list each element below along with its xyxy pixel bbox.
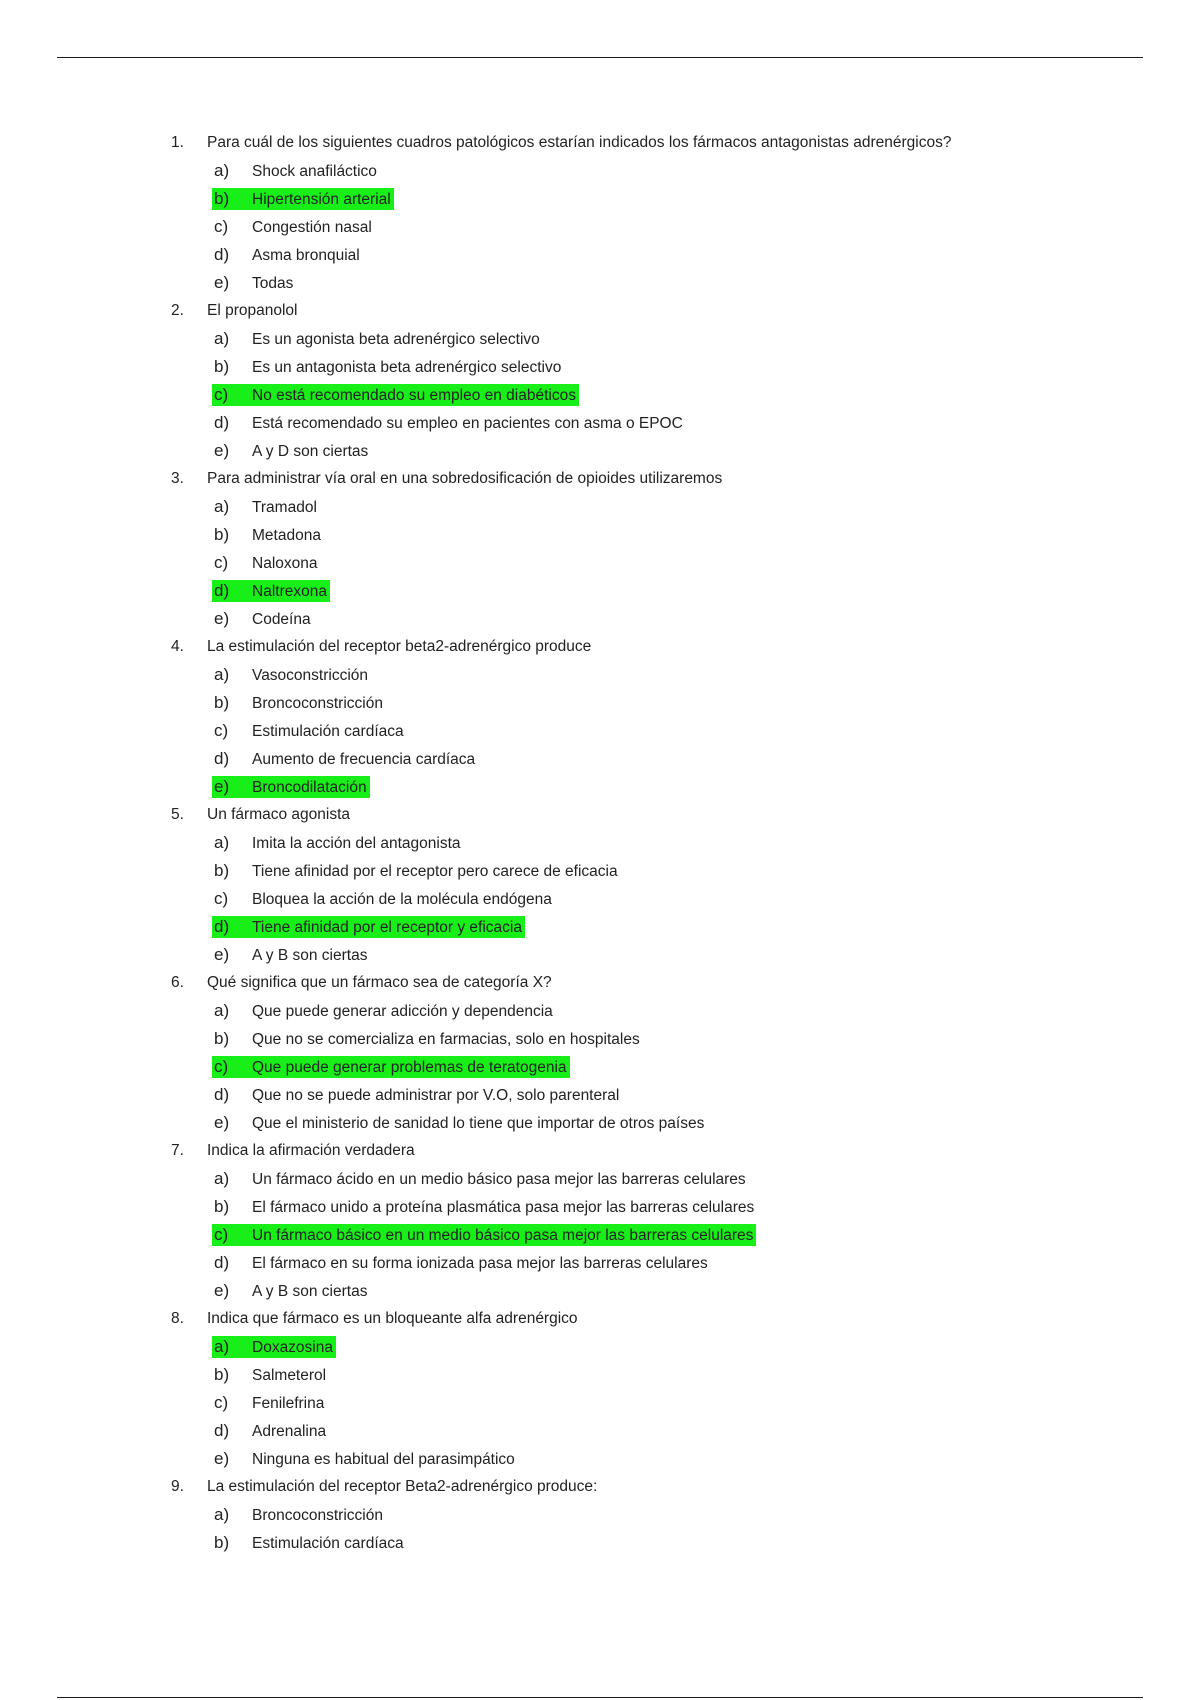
option-text: Está recomendado su empleo en pacientes con asma o EPOC [252, 415, 683, 432]
option-letter: e) [214, 777, 230, 796]
question-number: 6. [171, 974, 184, 991]
answer-option [212, 944, 367, 966]
option-text: Vasoconstricción [252, 667, 369, 684]
option-text: Que el ministerio de sanidad lo tiene que importar de otros países [252, 1115, 705, 1132]
option-letter: d) [214, 1421, 230, 1440]
option-letter: c) [214, 385, 229, 404]
answer-option [212, 1252, 708, 1274]
answer-option [212, 1000, 553, 1022]
option-text: Hipertensión arterial [252, 191, 391, 208]
answer-option [212, 1504, 383, 1526]
question-text: La estimulación del receptor beta2-adrenérgico produce [207, 638, 592, 655]
answer-option-correct [212, 1224, 756, 1246]
answer-option [212, 1420, 326, 1442]
answer-option-correct [212, 776, 370, 798]
answer-option [212, 524, 321, 546]
option-text: Congestión nasal [252, 219, 372, 236]
option-letter: b) [214, 1365, 230, 1384]
option-letter: a) [214, 665, 230, 684]
question-text: Indica que fármaco es un bloqueante alfa adrenérgico [207, 1310, 578, 1327]
option-text: Broncoconstricción [252, 695, 383, 712]
option-text: Estimulación cardíaca [252, 723, 404, 740]
answer-option [212, 1280, 367, 1302]
answer-option [212, 664, 368, 686]
option-letter: c) [214, 1225, 229, 1244]
answer-option [212, 1112, 704, 1134]
answer-option [212, 860, 618, 882]
option-letter: d) [214, 1253, 230, 1272]
answer-option [212, 1448, 515, 1470]
option-text: Naloxona [252, 555, 318, 572]
question-text: La estimulación del receptor Beta2-adrenérgico produce: [207, 1478, 598, 1495]
option-letter: e) [214, 273, 230, 292]
option-letter: d) [214, 1085, 230, 1104]
option-letter: b) [214, 357, 230, 376]
option-letter: e) [214, 441, 230, 460]
option-text: Aumento de frecuencia cardíaca [252, 751, 476, 768]
option-letter: d) [214, 917, 230, 936]
answer-option [212, 440, 368, 462]
option-text: Bloquea la acción de la molécula endógena [252, 891, 552, 908]
answer-option-correct [212, 580, 330, 602]
option-letter: c) [214, 1057, 229, 1076]
option-text: No está recomendado su empleo en diabéticos [252, 387, 576, 404]
option-letter: c) [214, 889, 229, 908]
answer-option [212, 328, 540, 350]
answer-option [212, 412, 683, 434]
option-letter: a) [214, 1169, 230, 1188]
question-number: 4. [171, 638, 184, 655]
option-letter: a) [214, 329, 230, 348]
answer-option [212, 216, 372, 238]
option-letter: c) [214, 721, 229, 740]
option-text: El fármaco unido a proteína plasmática pasa mejor las barreras celulares [252, 1199, 755, 1216]
option-letter: a) [214, 497, 230, 516]
answer-option [212, 1084, 619, 1106]
option-text: Un fármaco ácido en un medio básico pasa mejor las barreras celulares [252, 1171, 746, 1188]
answer-option [212, 748, 475, 770]
option-letter: d) [214, 245, 230, 264]
option-text: Codeína [252, 611, 311, 628]
option-text: Estimulación cardíaca [252, 1535, 404, 1552]
option-letter: e) [214, 1113, 230, 1132]
option-text: Que no se comercializa en farmacias, solo en hospitales [252, 1031, 640, 1048]
option-letter: b) [214, 1197, 230, 1216]
answer-option-correct [212, 916, 525, 938]
option-letter: d) [214, 749, 230, 768]
answer-option [212, 692, 383, 714]
question-number: 9. [171, 1478, 184, 1495]
question-number: 1. [171, 134, 184, 151]
option-text: A y B son ciertas [252, 1283, 368, 1300]
option-text: Que puede generar adicción y dependencia [252, 1003, 553, 1020]
answer-option-correct [212, 1336, 336, 1358]
answer-option [212, 160, 377, 182]
answer-option [212, 272, 293, 294]
option-letter: a) [214, 1505, 230, 1524]
option-letter: b) [214, 189, 230, 208]
answer-option-correct [212, 384, 579, 406]
option-letter: c) [214, 1393, 229, 1412]
option-letter: e) [214, 1449, 230, 1468]
option-letter: b) [214, 1533, 230, 1552]
question-text: Indica la afirmación verdadera [207, 1142, 415, 1159]
option-letter: e) [214, 609, 230, 628]
option-letter: e) [214, 945, 230, 964]
option-letter: c) [214, 217, 229, 236]
option-letter: b) [214, 861, 230, 880]
answer-option [212, 1392, 324, 1414]
question-number: 2. [171, 302, 184, 319]
option-text: Tramadol [252, 499, 317, 516]
option-text: Shock anafiláctico [252, 163, 377, 180]
answer-option [212, 1168, 746, 1190]
option-text: Que no se puede administrar por V.O, solo parenteral [252, 1087, 620, 1104]
option-letter: a) [214, 1337, 230, 1356]
question-text: Para administrar vía oral en una sobredosificación de opioides utilizaremos [207, 470, 723, 487]
option-text: Todas [252, 275, 294, 292]
answer-option [212, 720, 404, 742]
option-text: Naltrexona [252, 583, 327, 600]
option-letter: c) [214, 553, 229, 572]
answer-option [212, 552, 318, 574]
option-letter: a) [214, 833, 230, 852]
option-letter: a) [214, 1001, 230, 1020]
answer-option-correct [212, 1056, 570, 1078]
answer-option-correct [212, 188, 394, 210]
answer-option [212, 244, 360, 266]
option-text: Asma bronquial [252, 247, 360, 264]
question-text: Para cuál de los siguientes cuadros patológicos estarían indicados los fármacos antagonistas adrenérgicos? [207, 134, 952, 151]
option-text: Broncoconstricción [252, 1507, 383, 1524]
option-letter: d) [214, 413, 230, 432]
option-text: Que puede generar problemas de teratogenia [252, 1059, 567, 1076]
option-text: Tiene afinidad por el receptor y eficacia [252, 919, 522, 936]
answer-option [212, 832, 461, 854]
option-text: Un fármaco básico en un medio básico pasa mejor las barreras celulares [252, 1227, 754, 1244]
answer-option [212, 1364, 326, 1386]
option-text: Imita la acción del antagonista [252, 835, 461, 852]
question-number: 3. [171, 470, 184, 487]
option-text: Fenilefrina [252, 1395, 325, 1412]
question-number: 8. [171, 1310, 184, 1327]
answer-option [212, 888, 552, 910]
option-text: Tiene afinidad por el receptor pero carece de eficacia [252, 863, 618, 880]
answer-option [212, 496, 317, 518]
bottom-rule [57, 1697, 1143, 1698]
question-text: Qué significa que un fármaco sea de categoría X? [207, 974, 552, 991]
option-letter: b) [214, 1029, 230, 1048]
option-text: Broncodilatación [252, 779, 367, 796]
option-text: Doxazosina [252, 1339, 333, 1356]
answer-option [212, 1028, 640, 1050]
option-text: Adrenalina [252, 1423, 327, 1440]
question-number: 7. [171, 1142, 184, 1159]
question-text: El propanolol [207, 302, 298, 319]
option-letter: b) [214, 525, 230, 544]
option-text: A y D son ciertas [252, 443, 369, 460]
option-text: Metadona [252, 527, 321, 544]
option-text: El fármaco en su forma ionizada pasa mejor las barreras celulares [252, 1255, 708, 1272]
option-text: Salmeterol [252, 1367, 327, 1384]
option-letter: b) [214, 693, 230, 712]
question-number: 5. [171, 806, 184, 823]
answer-option [212, 356, 561, 378]
option-text: Ninguna es habitual del parasimpático [252, 1451, 515, 1468]
option-text: Es un agonista beta adrenérgico selectivo [252, 331, 540, 348]
answer-option [212, 608, 311, 630]
option-text: A y B son ciertas [252, 947, 368, 964]
question-text: Un fármaco agonista [207, 806, 351, 823]
option-letter: d) [214, 581, 230, 600]
option-text: Es un antagonista beta adrenérgico selectivo [252, 359, 562, 376]
answer-option [212, 1532, 404, 1554]
option-letter: a) [214, 161, 230, 180]
option-letter: e) [214, 1281, 230, 1300]
answer-option [212, 1196, 754, 1218]
